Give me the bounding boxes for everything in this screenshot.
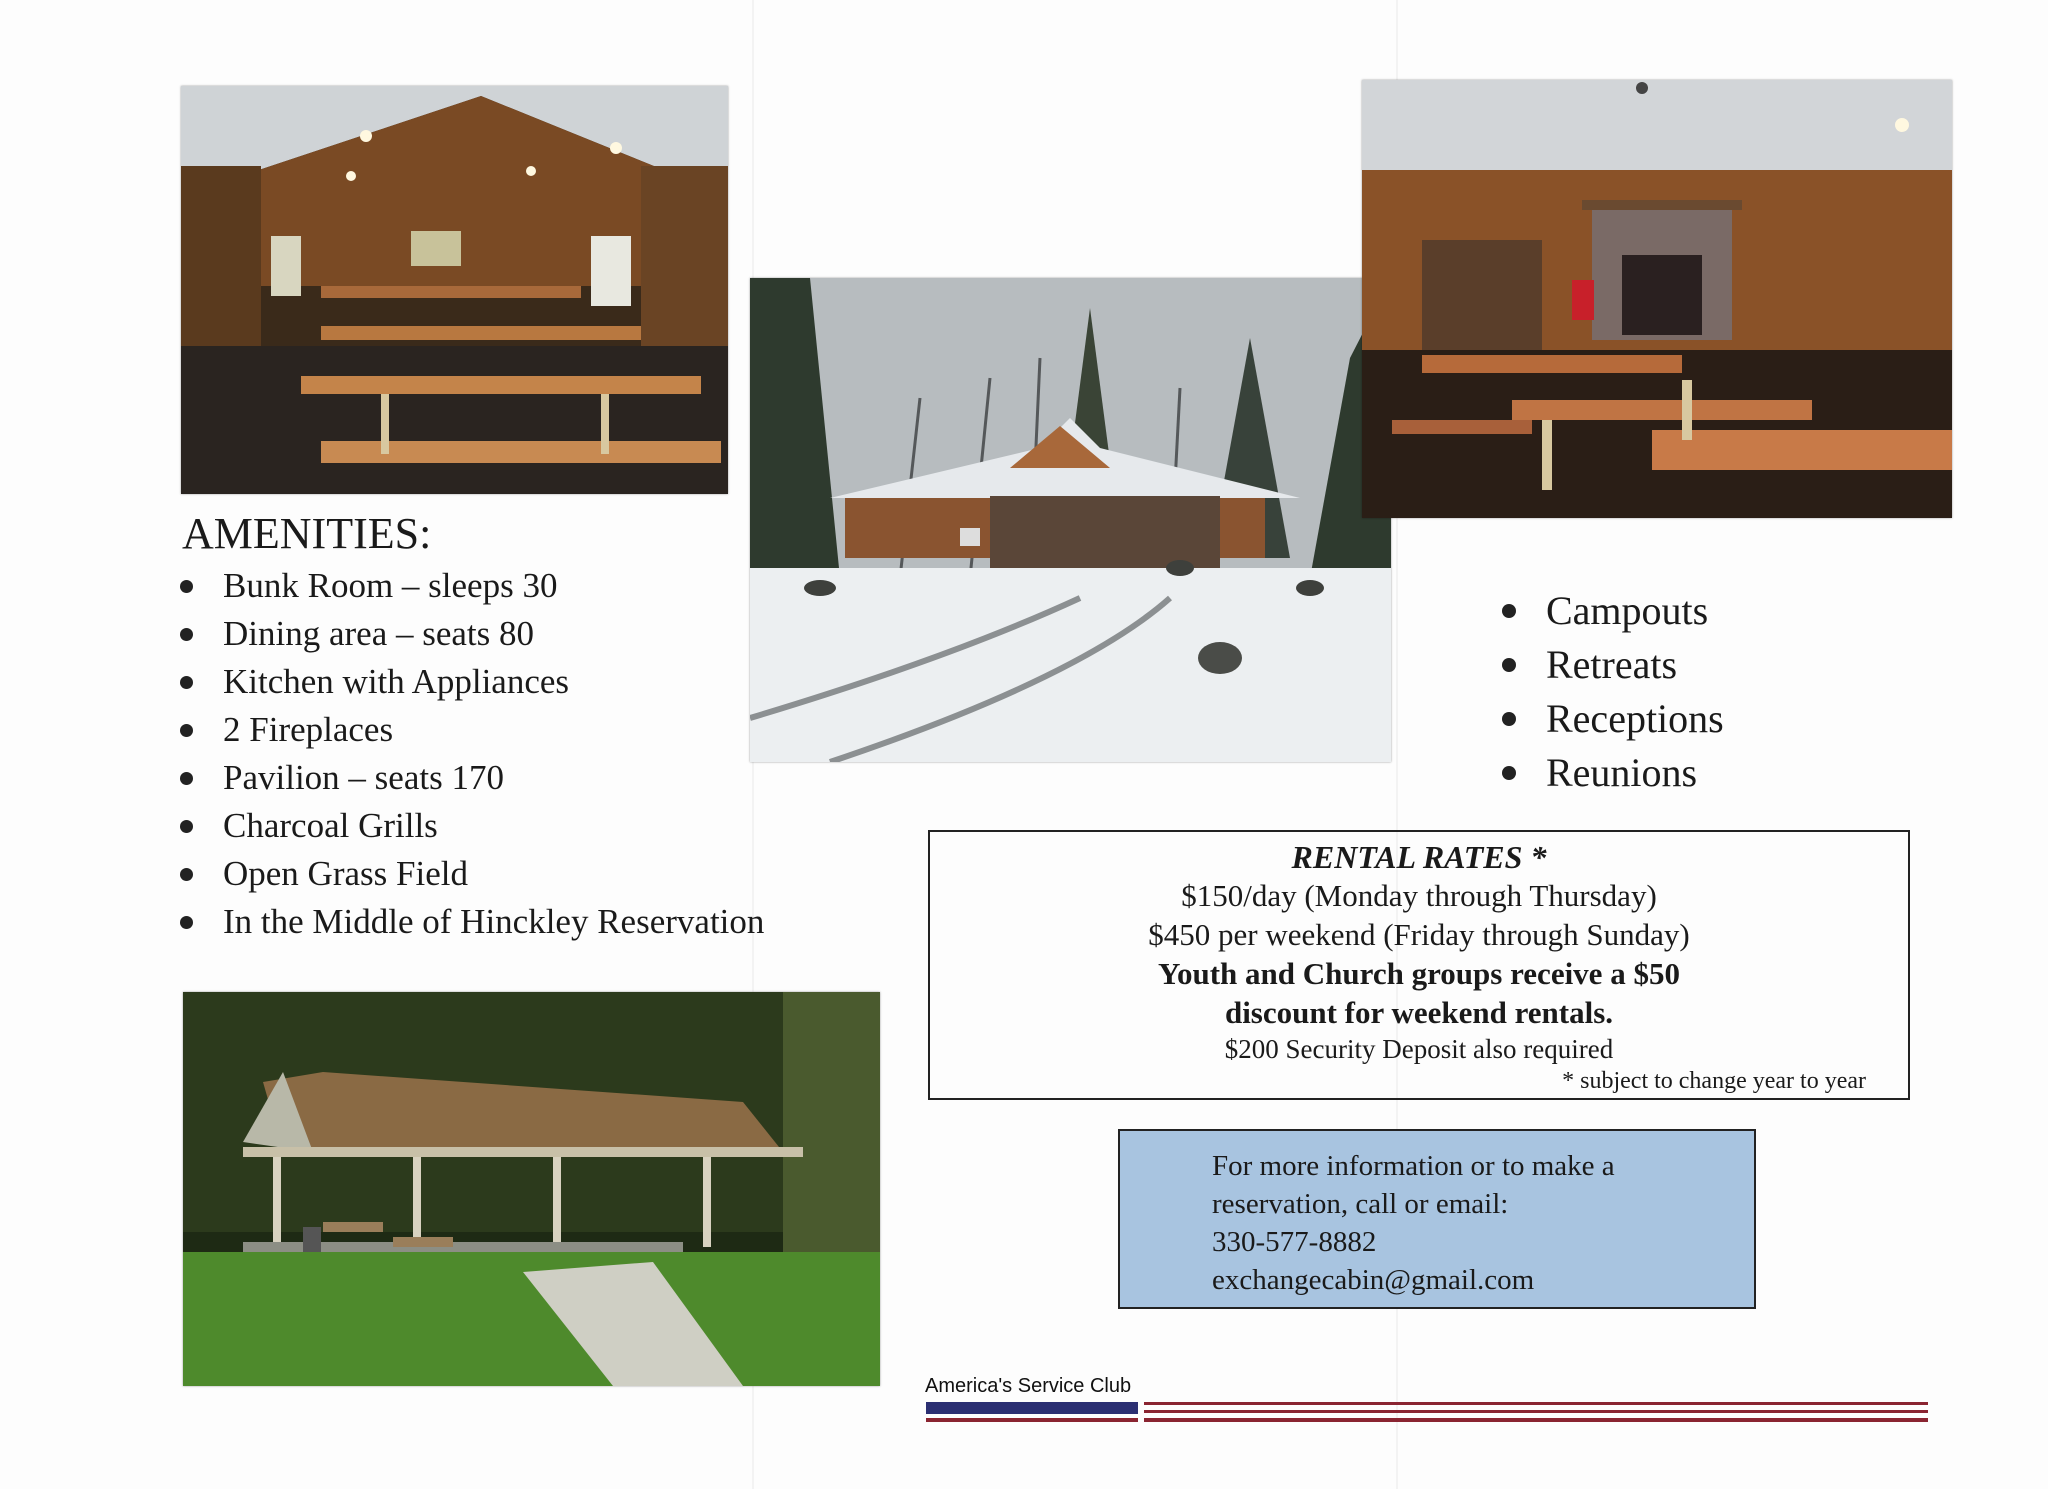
rates-footnote: * subject to change year to year bbox=[1562, 1068, 1866, 1094]
bullet-icon bbox=[180, 916, 193, 929]
weekday-rate: $150/day (Monday through Thursday) bbox=[1181, 878, 1657, 913]
amenities-list bbox=[180, 562, 764, 946]
amenities-title: AMENITIES: bbox=[182, 509, 432, 558]
bullet-icon bbox=[1502, 766, 1516, 780]
photo-dining-interior bbox=[181, 86, 728, 494]
rental-rates-box bbox=[928, 830, 1910, 1100]
contact-line-2: reservation, call or email: bbox=[1212, 1188, 1509, 1220]
list-item: Campouts bbox=[1502, 584, 1724, 638]
bar-blue-block bbox=[926, 1402, 1138, 1414]
contact-info-box bbox=[1118, 1129, 1756, 1309]
bullet-icon bbox=[1502, 712, 1516, 726]
list-item: Retreats bbox=[1502, 638, 1724, 692]
bar-red-stripe-3 bbox=[1144, 1418, 1928, 1422]
activities-list bbox=[1502, 584, 1724, 800]
contact-line-1: For more information or to make a bbox=[1212, 1150, 1615, 1182]
bullet-icon bbox=[180, 868, 193, 881]
bullet-icon bbox=[1502, 658, 1516, 672]
list-item: Charcoal Grills bbox=[180, 802, 764, 850]
weekend-rate: $450 per weekend (Friday through Sunday) bbox=[1148, 917, 1690, 952]
list-item: Reunions bbox=[1502, 746, 1724, 800]
photo-fireplace-interior bbox=[1362, 80, 1952, 518]
list-item: 2 Fireplaces bbox=[180, 706, 764, 754]
bullet-icon bbox=[180, 580, 193, 593]
list-item: Bunk Room – sleeps 30 bbox=[180, 562, 764, 610]
photo-pavilion bbox=[183, 992, 880, 1386]
bar-red-stripe-1 bbox=[1144, 1402, 1928, 1405]
discount-line-1: Youth and Church groups receive a $50 bbox=[1158, 956, 1680, 991]
bar-red-under bbox=[926, 1418, 1138, 1422]
rental-rates-title: RENTAL RATES * bbox=[1291, 839, 1547, 875]
discount-line-2: discount for weekend rentals. bbox=[1224, 995, 1614, 1030]
list-item: In the Middle of Hinckley Reservation bbox=[180, 898, 764, 946]
contact-phone: 330-577-8882 bbox=[1212, 1226, 1377, 1258]
bar-red-stripe-2 bbox=[1144, 1410, 1928, 1413]
list-item: Open Grass Field bbox=[180, 850, 764, 898]
bullet-icon bbox=[180, 772, 193, 785]
bullet-icon bbox=[180, 628, 193, 641]
security-deposit: $200 Security Deposit also required bbox=[1224, 1034, 1614, 1064]
list-item: Kitchen with Appliances bbox=[180, 658, 764, 706]
list-item: Dining area – seats 80 bbox=[180, 610, 764, 658]
bullet-icon bbox=[1502, 604, 1516, 618]
club-stripe-bar bbox=[926, 1402, 1928, 1432]
bullet-icon bbox=[180, 724, 193, 737]
bullet-icon bbox=[180, 820, 193, 833]
list-item: Receptions bbox=[1502, 692, 1724, 746]
bullet-icon bbox=[180, 676, 193, 689]
list-item: Pavilion – seats 170 bbox=[180, 754, 764, 802]
club-label: America's Service Club bbox=[925, 1375, 1132, 1397]
contact-email: exchangecabin@gmail.com bbox=[1212, 1264, 1535, 1296]
photo-cabin-snow bbox=[750, 278, 1391, 762]
